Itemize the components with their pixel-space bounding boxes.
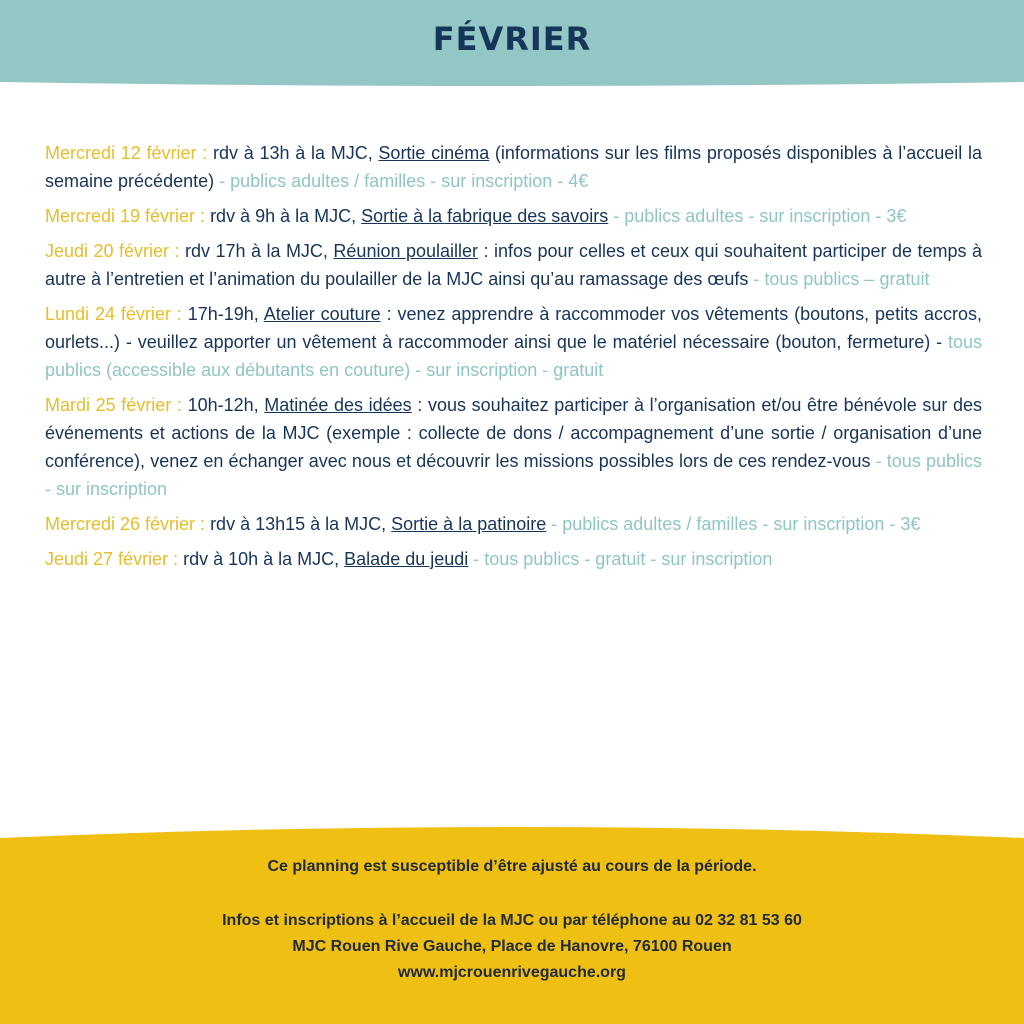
event-audience: - publics adultes / familles - sur inscription - 3€ [546,514,921,534]
event-activity-link[interactable]: Sortie à la patinoire [391,514,547,534]
footer-address: MJC Rouen Rive Gauche, Place de Hanovre, 76100 Rouen [292,938,732,955]
page-title: FÉVRIER [432,20,592,58]
event-audience: - publics adultes - sur inscription - 3€ [608,206,907,226]
event-description: : venez apprendre à raccommoder vos vêtements (boutons, petits accros, ourlets...) - veuillez apporter un vêtement à raccommoder ainsi que le matériel nécessaire (bouton, fermeture) - [45,304,982,352]
event-details: rdv 17h à la MJC, [179,241,334,261]
event-activity-link[interactable]: Balade du jeudi [344,549,469,569]
event-audience: - tous publics – gratuit [748,269,930,289]
event-description: : infos pour celles et ceux qui souhaitent participer de temps à autre à l’entretien et l’animation du poulailler de la MJC ainsi qu’au ramassage des œufs [45,241,982,289]
event-details: 17h-19h, [181,304,264,324]
event-activity-link[interactable]: Sortie cinéma [378,143,490,163]
event-date: Jeudi 27 février : [45,549,179,569]
event-activity-link[interactable]: Réunion poulailler [333,241,478,261]
event-description: : vous souhaitez participer à l’organisation et/ou être bénévole sur des événements et actions de la MJC (exemple : collecte de dons / accompagnement d’une sortie / organisation d’une conférence), venez en échanger avec nous et découvrir les missions possibles lors de ces rendez-vous [45,395,983,471]
event-item [45,237,982,293]
footer-website-link[interactable]: www.mjcrouenrivegauche.org [398,964,626,981]
event-activity-link[interactable]: Sortie à la fabrique des savoirs [361,206,609,226]
event-details: rdv à 13h à la MJC, [207,143,379,163]
event-activity-link[interactable]: Matinée des idées [264,395,412,415]
event-audience: - tous publics - sur inscription [45,451,982,499]
event-date: Mercredi 12 février : [45,143,208,163]
event-item [45,510,982,538]
event-item [45,300,982,384]
event-item [45,202,982,230]
event-date: Jeudi 20 février : [45,241,180,261]
event-description: (informations sur les films proposés disponibles à l’accueil la semaine précédente) [45,143,982,191]
event-details: 10h-12h, [181,395,265,415]
event-list [45,139,982,580]
event-details: rdv à 13h15 à la MJC, [205,514,392,534]
footer-band [0,826,1024,1024]
event-date: Mardi 25 février : [45,395,182,415]
event-audience: - publics adultes / familles - sur inscription - 4€ [214,171,589,191]
header-band [0,0,1024,86]
event-item [45,545,982,573]
event-date: Mercredi 26 février : [45,514,206,534]
event-date: Lundi 24 février : [45,304,182,324]
event-audience: - tous publics - gratuit - sur inscription [468,549,773,569]
event-item [45,391,982,503]
footer-notice: Ce planning est susceptible d’être ajusté au cours de la période. [267,858,757,875]
event-audience: tous publics (accessible aux débutants en couture) - sur inscription - gratuit [45,332,982,380]
event-details: rdv à 10h à la MJC, [178,549,345,569]
event-date: Mercredi 19 février : [45,206,206,226]
footer-contact-info: Infos et inscriptions à l’accueil de la MJC ou par téléphone au 02 32 81 53 60 [222,912,802,929]
event-details: rdv à 9h à la MJC, [205,206,362,226]
event-item [45,139,982,195]
event-activity-link[interactable]: Atelier couture [263,304,381,324]
